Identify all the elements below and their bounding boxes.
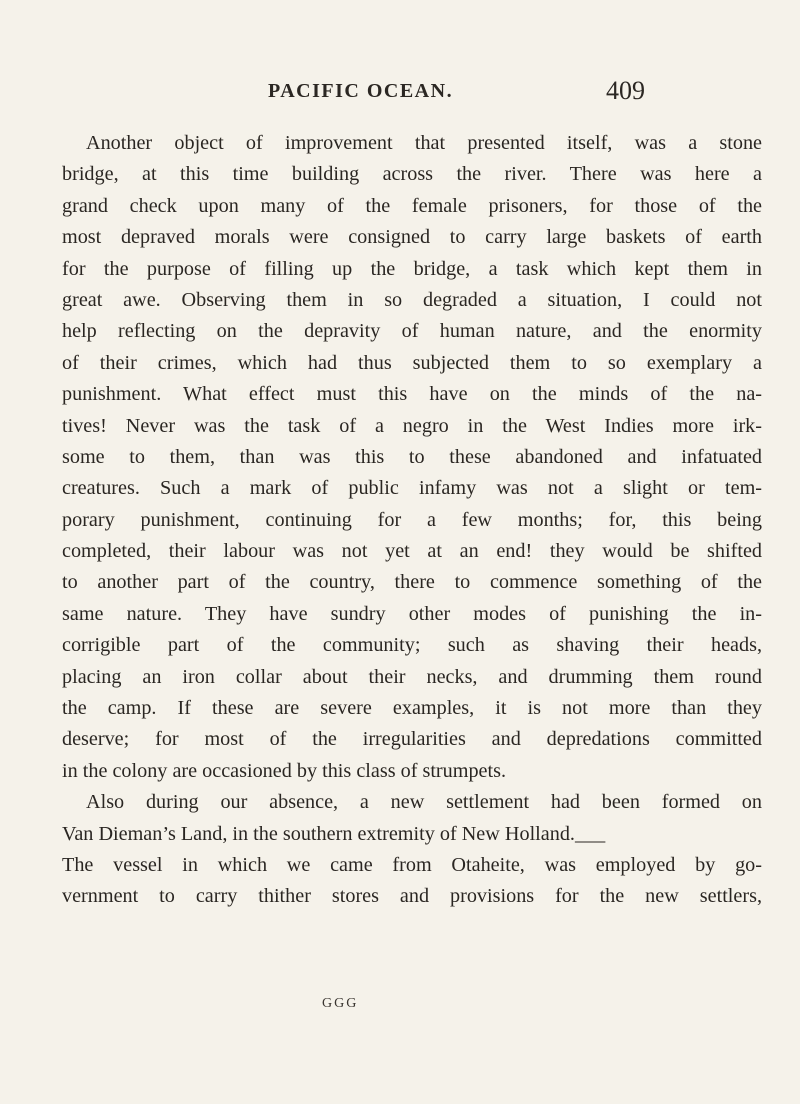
text-line: grand check upon many of the female prisoners, for those of the [62,194,762,217]
text-line: tives! Never was the task of a negro in the West Indies more irk- [62,414,762,437]
text-line: punishment. What effect must this have on the minds of the na- [62,383,762,406]
running-title: PACIFIC OCEAN. [268,80,454,102]
text-line: to another part of the country, there to commence something of the [62,571,762,594]
signature-mark: GGG [322,996,359,1011]
text-line: porary punishment, continuing for a few months; for, this being [62,508,762,531]
text-line: corrigible part of the community; such as shaving their heads, [62,634,762,657]
text-line: some to them, than was this to these abandoned and infatuated [62,445,762,468]
text-line: most depraved morals were consigned to carry large baskets of earth [62,226,762,249]
text-line: the camp. If these are severe examples, it is not more than they [62,697,762,720]
text-line: vernment to carry thither stores and provisions for the new settlers, [62,885,762,908]
text-line: bridge, at this time building across the river. There was here a [62,163,762,186]
text-line: Van Dieman’s Land, in the southern extremity of New Holland.___ [62,822,606,845]
text-line: Also during our absence, a new settlement had been formed on [86,791,762,814]
text-line: for the purpose of filling up the bridge, a task which kept them in [62,257,762,280]
text-line: great awe. Observing them in so degraded a situation, I could not [62,288,762,311]
text-line: deserve; for most of the irregularities and depredations committed [62,728,762,751]
text-line: help reflecting on the depravity of human nature, and the enormity [62,320,762,343]
page-number: 409 [606,76,645,105]
text-line: The vessel in which we came from Otaheite, was employed by go- [62,853,762,876]
text-line: Another object of improvement that presented itself, was a stone [86,132,762,154]
text-line: in the colony are occasioned by this class of strumpets. [62,759,507,782]
text-line: placing an iron collar about their necks, and drumming them round [62,665,762,688]
text-line: completed, their labour was not yet at an end! they would be shifted [62,540,762,563]
text-line: same nature. They have sundry other modes of punishing the in- [62,602,762,625]
body-text [62,128,762,913]
text-line: of their crimes, which had thus subjected them to so exemplary a [62,351,762,374]
text-line: creatures. Such a mark of public infamy was not a slight or tem- [62,477,762,500]
